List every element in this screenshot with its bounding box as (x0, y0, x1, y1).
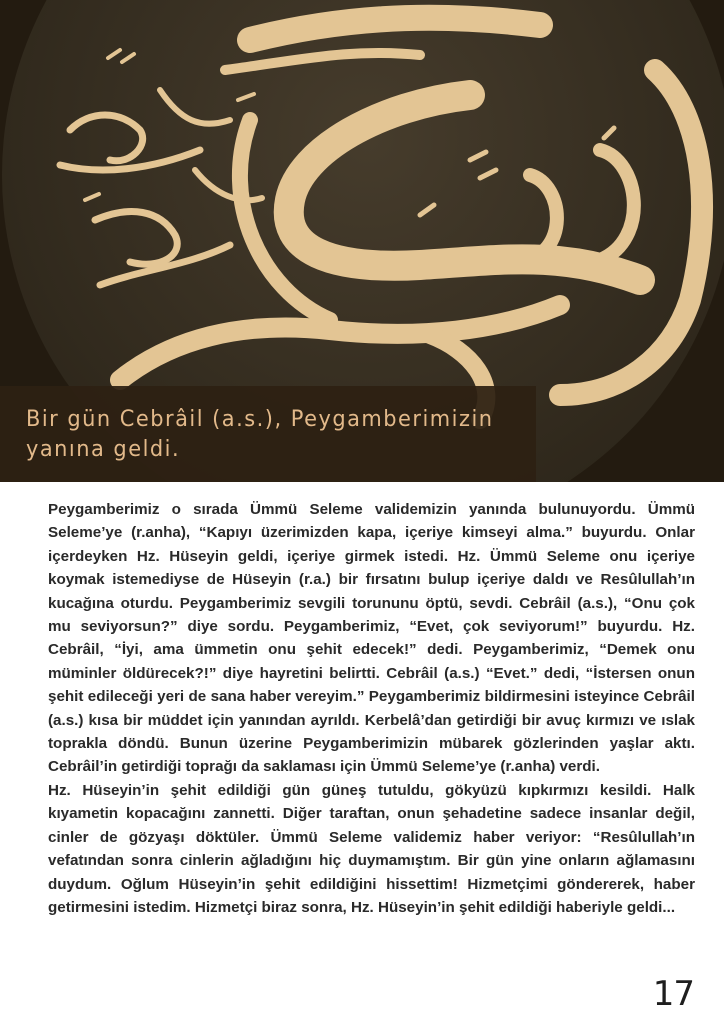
title-banner (0, 386, 536, 482)
paragraph-2: Hz. Hüseyin’in şehit edildiği gün güneş tutuldu, gökyüzü kıpkırmızı kesildi. Halk kıyametin kopacağını zannetti. Diğer taraftan, onun şehadetine sadece insanlar değil, cinler de gözyaşı döktüler. Ümmü Seleme validemiz haber veriyor: “Resûlullah’ın vefatından sonra cinlerin ağladığını hiç duymamıştım. Bir gün yine onların ağlamasını duydum. Oğlum Hüseyin’in şehit edildiğini hissettim! Hizmetçimi göndererek, haber getirmesini istedim. Hizmetçi biraz sonra, Hz. Hüseyin’in şehit edildiği haberiyle geldi... (48, 781, 695, 916)
section-title-line-1: Bir gün Cebrâil (a.s.), Peygamberimizin (26, 406, 494, 432)
page-number: 17 (652, 974, 694, 1014)
section-title (26, 404, 500, 464)
section-title-line-2: yanına geldi. (26, 436, 181, 462)
paragraph-1: Peygamberimiz o sırada Ümmü Seleme validemizin yanında bulunuyordu. Ümmü Seleme’ye (r.anha), “Kapıyı üzerimizden kapa, içeriye kimseyi alma.” buyurdu. Onlar içerdeyken Hz. Hüseyin geldi, içeriye girmek istedi. Hz. Ümmü Seleme onu içeriye koymak istemediyse de Hüseyin (r.a.) bir fırsatını bulup içeriye daldı ve Resûlullah’ın kucağına oturdu. Peygamberimiz sevgili torununu öptü, sevdi. Cebrâil (a.s.), “Onu çok mu seviyorsun?” diye sordu. Peygamberimiz, “Evet, çok seviyorum!” buyurdu. Hz. Cebrâil, “İyi, ama ümmetin onu şehit edecek!” dedi. Peygamberimiz, “Demek onu müminler öldürecek?!” diye hayretini belirtti. Cebrâil (a.s.) “Evet.” dedi, “İstersen onun şehit edileceği yeri de sana haber vereyim.” Peygamberimiz bildirmesini isteyince Cebrâil (a.s.) kısa bir müddet için yanından ayrıldı. Kerbelâ’dan getirdiği bir avuç kırmızı ve ıslak toprakla döndü. Bunun üzerine Peygamberimizin mübarek gözlerinden yaşlar aktı. Cebrâil’in getirdiği toprağı da saklaması için Ümmü Seleme’ye (r.anha) verdi. (48, 501, 695, 776)
body-text (48, 498, 695, 919)
